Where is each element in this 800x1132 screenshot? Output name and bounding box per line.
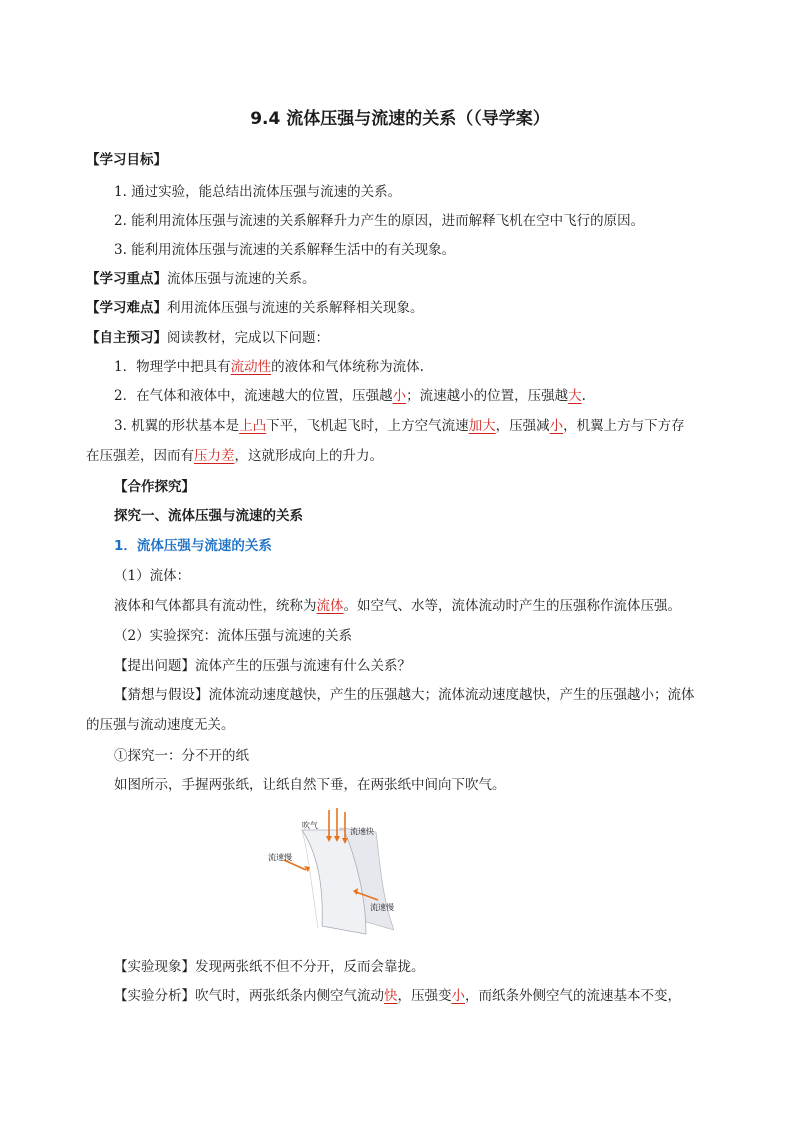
q2-answer-2: 大 — [568, 388, 582, 404]
q3-text-mid: 下平，飞机起飞时，上方空气流速 — [266, 418, 469, 434]
q2-text: 2．在气体和液体中，流速越大的位置，压强越 — [114, 388, 393, 404]
objective-item: 2. 能利用流体压强与流速的关系解释升力产生的原因，进而解释飞机在空中飞行的原因。 — [114, 213, 645, 229]
hypothesis-line-1: 【猜想与假设】流体流动速度越快，产生的压强越大；流体流动速度越快，产生的压强越小；流体 — [114, 687, 695, 703]
q2-text-mid: ；流速越小的位置，压强越 — [406, 388, 569, 404]
fluid-label: （1）流体： — [114, 568, 191, 584]
subsection-heading: 1．流体压强与流速的关系 — [114, 538, 272, 554]
two-papers-figure — [262, 808, 394, 938]
objective-item: 1. 通过实验，能总结出流体压强与流速的关系。 — [114, 184, 402, 200]
preview-question-1 — [114, 357, 424, 377]
analysis-text: 【实验分析】吹气时，两张纸条内侧空气流动 — [114, 988, 384, 1004]
q3-answer-2: 加大 — [468, 418, 496, 434]
preview-question-3-cont — [86, 446, 383, 466]
fluid-definition — [114, 596, 681, 616]
key-point — [86, 269, 316, 289]
objective-item: 3. 能利用流体压强与流速的关系解释生活中的有关现象。 — [114, 242, 456, 258]
fluid-def-text: 液体和气体都具有流动性，统称为 — [114, 598, 317, 614]
hypothesis-line-2: 的压强与流动速度无关。 — [86, 717, 235, 733]
preview — [86, 328, 329, 348]
objectives-heading: 【学习目标】 — [86, 152, 167, 168]
preview-question-2 — [114, 386, 586, 406]
key-point-text: 流体压强与流速的关系。 — [167, 271, 316, 287]
analysis-answer-2: 小 — [451, 988, 465, 1004]
difficulty-text: 利用流体压强与流速的关系解释相关现象。 — [167, 300, 424, 316]
q3-text-end: ，这就形成向上的升力。 — [234, 448, 383, 464]
cooperation-heading: 【合作探究】 — [114, 479, 195, 495]
q3-text: 3. 机翼的形状基本是 — [114, 418, 240, 434]
analysis — [114, 986, 681, 1006]
section-heading: 探究一、流体压强与流速的关系 — [114, 508, 303, 524]
q3-text-mid: ，压强减 — [495, 418, 550, 434]
analysis-answer-1: 快 — [384, 988, 398, 1004]
preview-intro: 阅读教材，完成以下问题： — [167, 330, 329, 346]
difficulty — [86, 298, 424, 318]
phenomenon: 【实验现象】发现两张纸不但不分开，反而会靠拢。 — [114, 959, 425, 975]
q3-text-cont: 在压强差，因而有 — [86, 448, 194, 464]
q3-text-mid: ，机翼上方与下方存 — [563, 418, 685, 434]
q1-text: 1．物理学中把具有 — [114, 359, 231, 375]
analysis-text-mid: ，压强变 — [397, 988, 452, 1004]
difficulty-heading: 【学习难点】 — [86, 300, 167, 316]
analysis-text-end: ，而纸条外侧空气的流速基本不变， — [465, 988, 681, 1004]
experiment-label: （2）实验探究：流体压强与流速的关系 — [114, 628, 353, 644]
label-slow-left: 流速慢 — [268, 853, 292, 862]
q2-answer-1: 小 — [392, 388, 407, 404]
fluid-def-text-end: 。如空气、水等，流体流动时产生的压强称作流体压强。 — [343, 598, 681, 614]
label-slow-right: 流速慢 — [370, 903, 394, 912]
inquiry-1-label: ①探究一：分不开的纸 — [114, 748, 249, 764]
fluid-def-answer: 流体 — [316, 598, 344, 614]
q1-text-end: 的液体和气体统称为流体. — [271, 359, 424, 375]
q3-answer-1: 上凸 — [239, 418, 267, 434]
preview-question-3 — [114, 416, 685, 436]
q1-answer: 流动性 — [230, 359, 272, 375]
key-point-heading: 【学习重点】 — [86, 271, 167, 287]
page-title: 9.4 流体压强与流速的关系（（导学案） — [250, 109, 550, 129]
label-fast: 流速快 — [350, 827, 374, 836]
label-blow: 吹气 — [302, 821, 318, 830]
q2-text-end: . — [581, 388, 586, 404]
q3-answer-4: 压力差 — [194, 448, 235, 464]
preview-heading: 【自主预习】 — [86, 330, 167, 346]
question: 【提出问题】流体产生的压强与流速有什么关系？ — [114, 658, 411, 674]
method-text: 如图所示，手握两张纸，让纸自然下垂，在两张纸中间向下吹气。 — [114, 777, 506, 793]
q3-answer-3: 小 — [549, 418, 564, 434]
